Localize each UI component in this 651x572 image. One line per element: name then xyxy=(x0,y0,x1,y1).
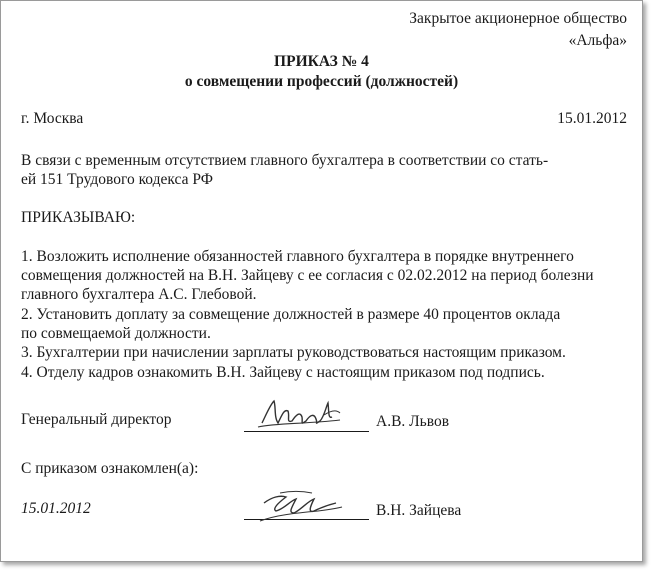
city: г. Москва xyxy=(21,110,84,127)
order-item-line: 2. Установить доплату за совмещение должностей в размере 40 процентов оклада xyxy=(21,306,561,323)
employee-signature xyxy=(256,483,351,527)
document-date: 15.01.2012 xyxy=(557,110,627,127)
order-word: ПРИКАЗЫВАЮ: xyxy=(21,209,136,226)
employee-name: В.Н. Зайцева xyxy=(376,502,462,519)
document-subtitle: о совмещении профессий (должностей) xyxy=(184,73,459,90)
order-item-line: по совмещаемой должности. xyxy=(21,325,211,342)
organization-name-line2: «Альфа» xyxy=(568,32,627,49)
order-item-line: 4. Отделу кадров ознакомить В.Н. Зайцеву с настоящим приказом под подпись. xyxy=(21,364,545,381)
document-title: ПРИКАЗ № 4 xyxy=(274,53,369,70)
acknowledgement-date: 15.01.2012 xyxy=(21,500,91,517)
order-item-line: главного бухгалтера А.С. Глебовой. xyxy=(21,286,257,303)
director-signature xyxy=(256,393,346,433)
acknowledgement-label: С приказом ознакомлен(а): xyxy=(21,460,199,477)
preamble-line: В связи с временным отсутствием главного бухгалтера в соответствии со стать- xyxy=(21,152,549,169)
director-position: Генеральный директор xyxy=(21,411,172,428)
order-item-line: 3. Бухгалтерии при начислении зарплаты руководствоваться настоящим приказом. xyxy=(21,344,566,361)
preamble-line: ей 151 Трудового кодекса РФ xyxy=(21,171,213,188)
organization-name-line1: Закрытое акционерное общество xyxy=(409,10,627,27)
order-item-line: совмещения должностей на В.Н. Зайцеву с ее согласия с 02.02.2012 на период болезни xyxy=(21,267,594,284)
order-item-line: 1. Возложить исполнение обязанностей главного бухгалтера в порядке внутреннего xyxy=(21,248,574,265)
director-name: А.В. Львов xyxy=(376,413,450,430)
